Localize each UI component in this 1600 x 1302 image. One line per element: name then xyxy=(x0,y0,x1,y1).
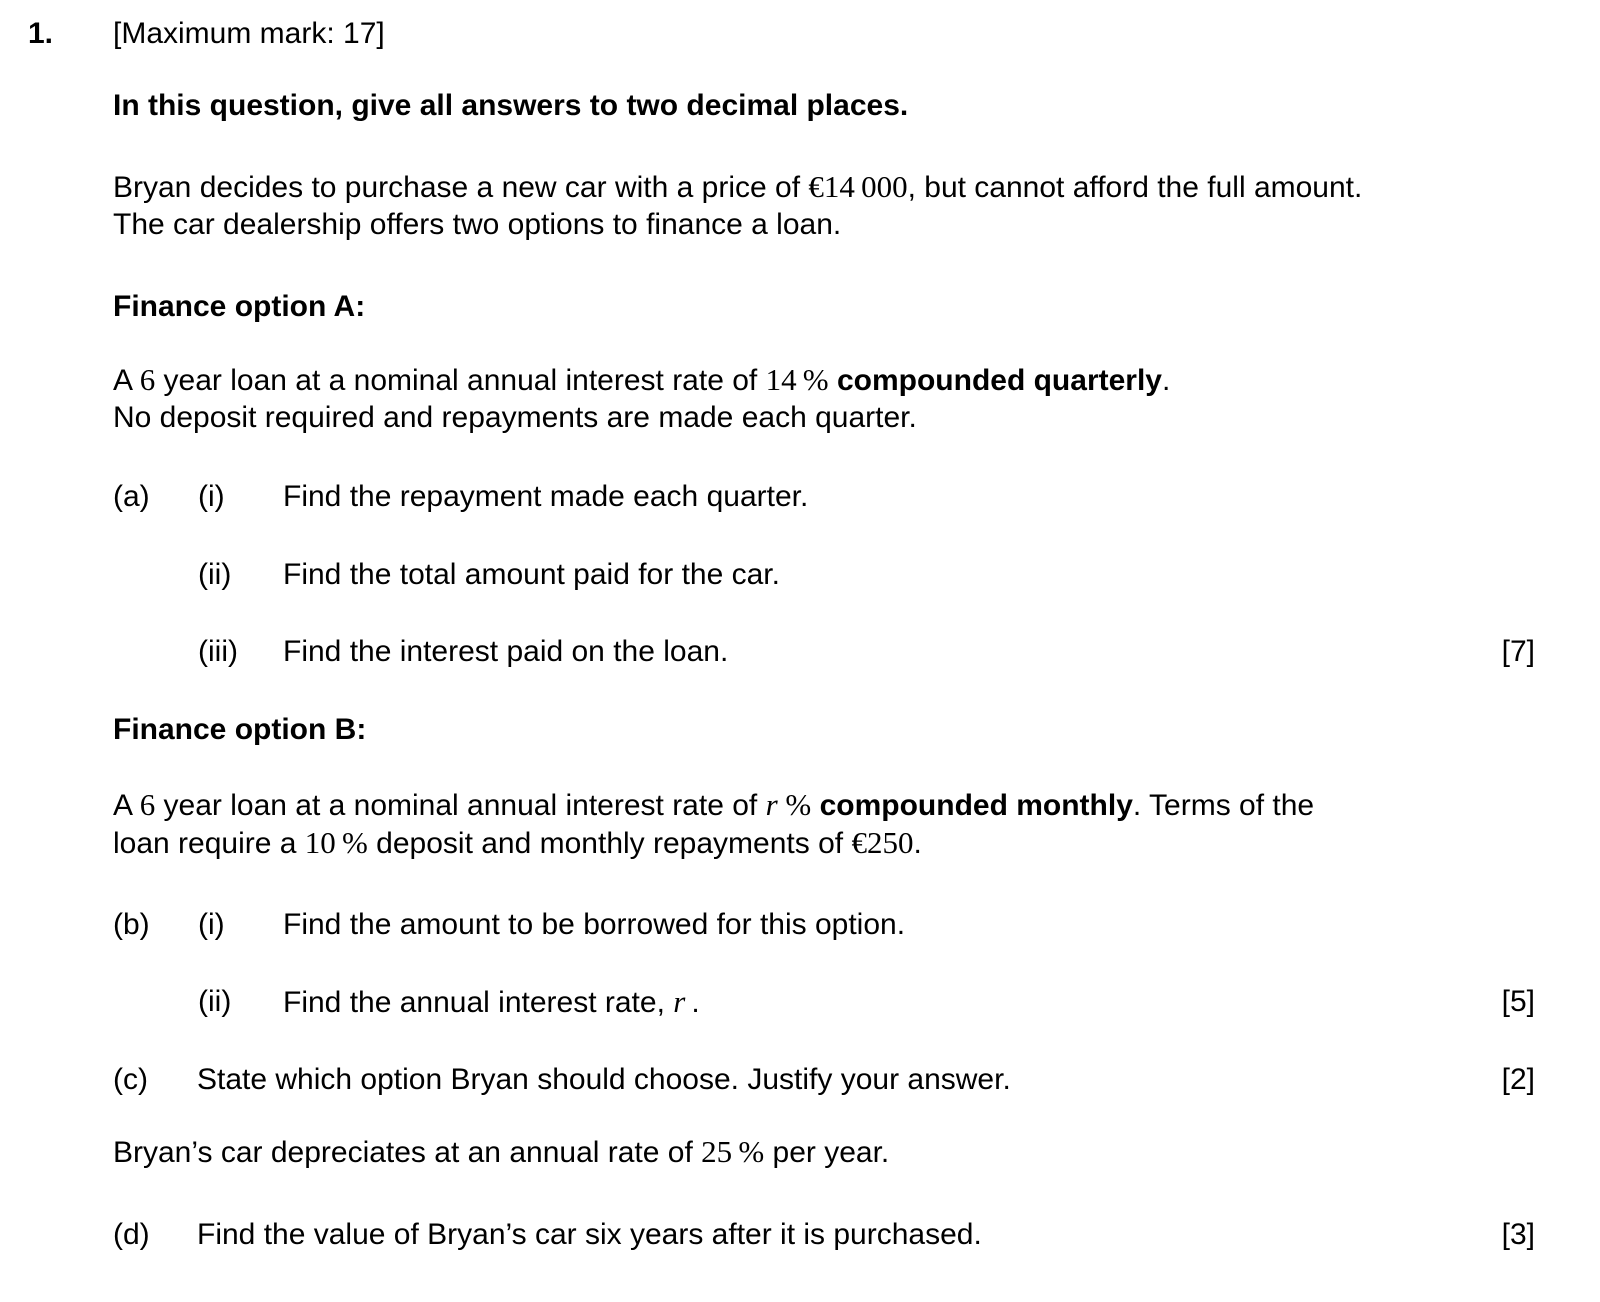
text-segment: 14 % xyxy=(765,362,829,397)
text-segment: Find the total amount paid for the car. xyxy=(283,558,780,591)
text-segment: r xyxy=(673,984,686,1019)
part-label: (a) xyxy=(113,480,150,513)
finance-b-desc-line-1 xyxy=(0,786,1600,824)
finance-a-heading-row xyxy=(0,288,1600,326)
marks-badge: [3] xyxy=(1501,1218,1535,1251)
paragraph-line xyxy=(113,824,922,863)
text-segment xyxy=(811,789,819,822)
part-text xyxy=(197,1216,982,1254)
part-text xyxy=(283,556,780,594)
subpart-label: (i) xyxy=(198,480,225,513)
finance-b-heading-row xyxy=(0,711,1600,749)
text-segment: Find the amount to be borrowed for this option. xyxy=(283,908,906,941)
text-segment: compounded quarterly xyxy=(836,364,1162,397)
paragraph-line xyxy=(113,1133,889,1172)
marks-badge: [5] xyxy=(1501,985,1535,1018)
part-label: (d) xyxy=(113,1218,150,1251)
text-segment: Find the interest paid on the loan. xyxy=(283,635,729,668)
instruction-row xyxy=(0,87,1600,125)
finance-a-desc-line-2 xyxy=(0,399,1600,437)
text-segment: r xyxy=(765,787,778,822)
part-text xyxy=(283,478,808,516)
subpart-label: (i) xyxy=(198,908,225,941)
part-c-row xyxy=(0,1061,1600,1099)
paragraph-line xyxy=(113,361,1170,400)
part-a-ii-row xyxy=(0,556,1600,594)
part-b-ii-row xyxy=(0,983,1600,1021)
part-a-iii-row xyxy=(0,633,1600,671)
paragraph-line xyxy=(113,399,917,437)
paragraph-line xyxy=(113,786,1314,825)
marks-badge: [2] xyxy=(1501,1063,1535,1096)
text-segment: . Terms of the xyxy=(1132,789,1315,822)
text-segment: A xyxy=(113,789,140,822)
part-b-i-row xyxy=(0,906,1600,944)
text-segment: State which option Bryan should choose. Justify your answer. xyxy=(197,1063,1011,1096)
question-number: 1. xyxy=(28,17,54,50)
text-segment: year loan at a nominal annual interest rate of xyxy=(155,789,766,822)
intro-line-2 xyxy=(0,206,1600,244)
finance-a-desc-line-1 xyxy=(0,361,1600,399)
text-segment: per year. xyxy=(764,1136,890,1169)
section-heading: Finance option B: xyxy=(113,713,367,746)
text-segment: . xyxy=(1162,364,1171,397)
paragraph-line xyxy=(113,168,1362,207)
part-text xyxy=(197,1061,1011,1099)
text-segment: No deposit required and repayments are made each quarter. xyxy=(113,401,917,434)
text-segment: loan require a xyxy=(113,827,305,860)
part-a-i-row xyxy=(0,478,1600,516)
section-heading: Finance option A: xyxy=(113,290,366,323)
depreciation-row xyxy=(0,1133,1600,1171)
text-segment xyxy=(829,364,837,397)
part-label: (c) xyxy=(113,1063,148,1096)
intro-line-1 xyxy=(0,168,1600,206)
text-segment: 6 xyxy=(139,787,156,822)
question-header-row xyxy=(0,15,1600,53)
text-segment: year loan at a nominal annual interest rate of xyxy=(155,364,766,397)
text-segment: The car dealership offers two options to finance a loan. xyxy=(113,208,842,241)
text-segment: % xyxy=(777,787,812,822)
text-segment: , but cannot afford the full amount. xyxy=(907,171,1363,204)
text-segment: €14 000 xyxy=(808,169,908,204)
instruction-text: In this question, give all answers to two decimal places. xyxy=(113,89,909,122)
subpart-label: (iii) xyxy=(198,635,238,668)
part-text xyxy=(283,906,905,944)
text-segment: 25 % xyxy=(701,1134,765,1169)
paragraph-line xyxy=(113,206,841,244)
text-segment: deposit and monthly repayments of xyxy=(367,827,852,860)
text-segment: Find the annual interest rate, xyxy=(283,986,674,1019)
max-mark-label: [Maximum mark: 17] xyxy=(113,17,385,50)
text-segment: Bryan’s car depreciates at an annual rate of xyxy=(113,1136,702,1169)
text-segment: compounded monthly xyxy=(819,789,1133,822)
text-segment: 6 xyxy=(139,362,156,397)
text-segment: Find the repayment made each quarter. xyxy=(283,480,809,513)
subpart-label: (ii) xyxy=(198,985,232,1018)
subpart-label: (ii) xyxy=(198,558,232,591)
part-text xyxy=(283,983,700,1022)
text-segment: €250 xyxy=(851,825,914,860)
text-segment: . xyxy=(913,827,922,860)
text-segment: Find the value of Bryan’s car six years after it is purchased. xyxy=(197,1218,982,1251)
finance-b-desc-line-2 xyxy=(0,824,1600,862)
part-text xyxy=(283,633,728,671)
marks-badge: [7] xyxy=(1501,635,1535,668)
part-label: (b) xyxy=(113,908,150,941)
text-segment: . xyxy=(685,986,700,1019)
text-segment: Bryan decides to purchase a new car with a price of xyxy=(113,171,809,204)
text-segment: 10 % xyxy=(304,825,368,860)
part-d-row xyxy=(0,1216,1600,1254)
text-segment: A xyxy=(113,364,140,397)
